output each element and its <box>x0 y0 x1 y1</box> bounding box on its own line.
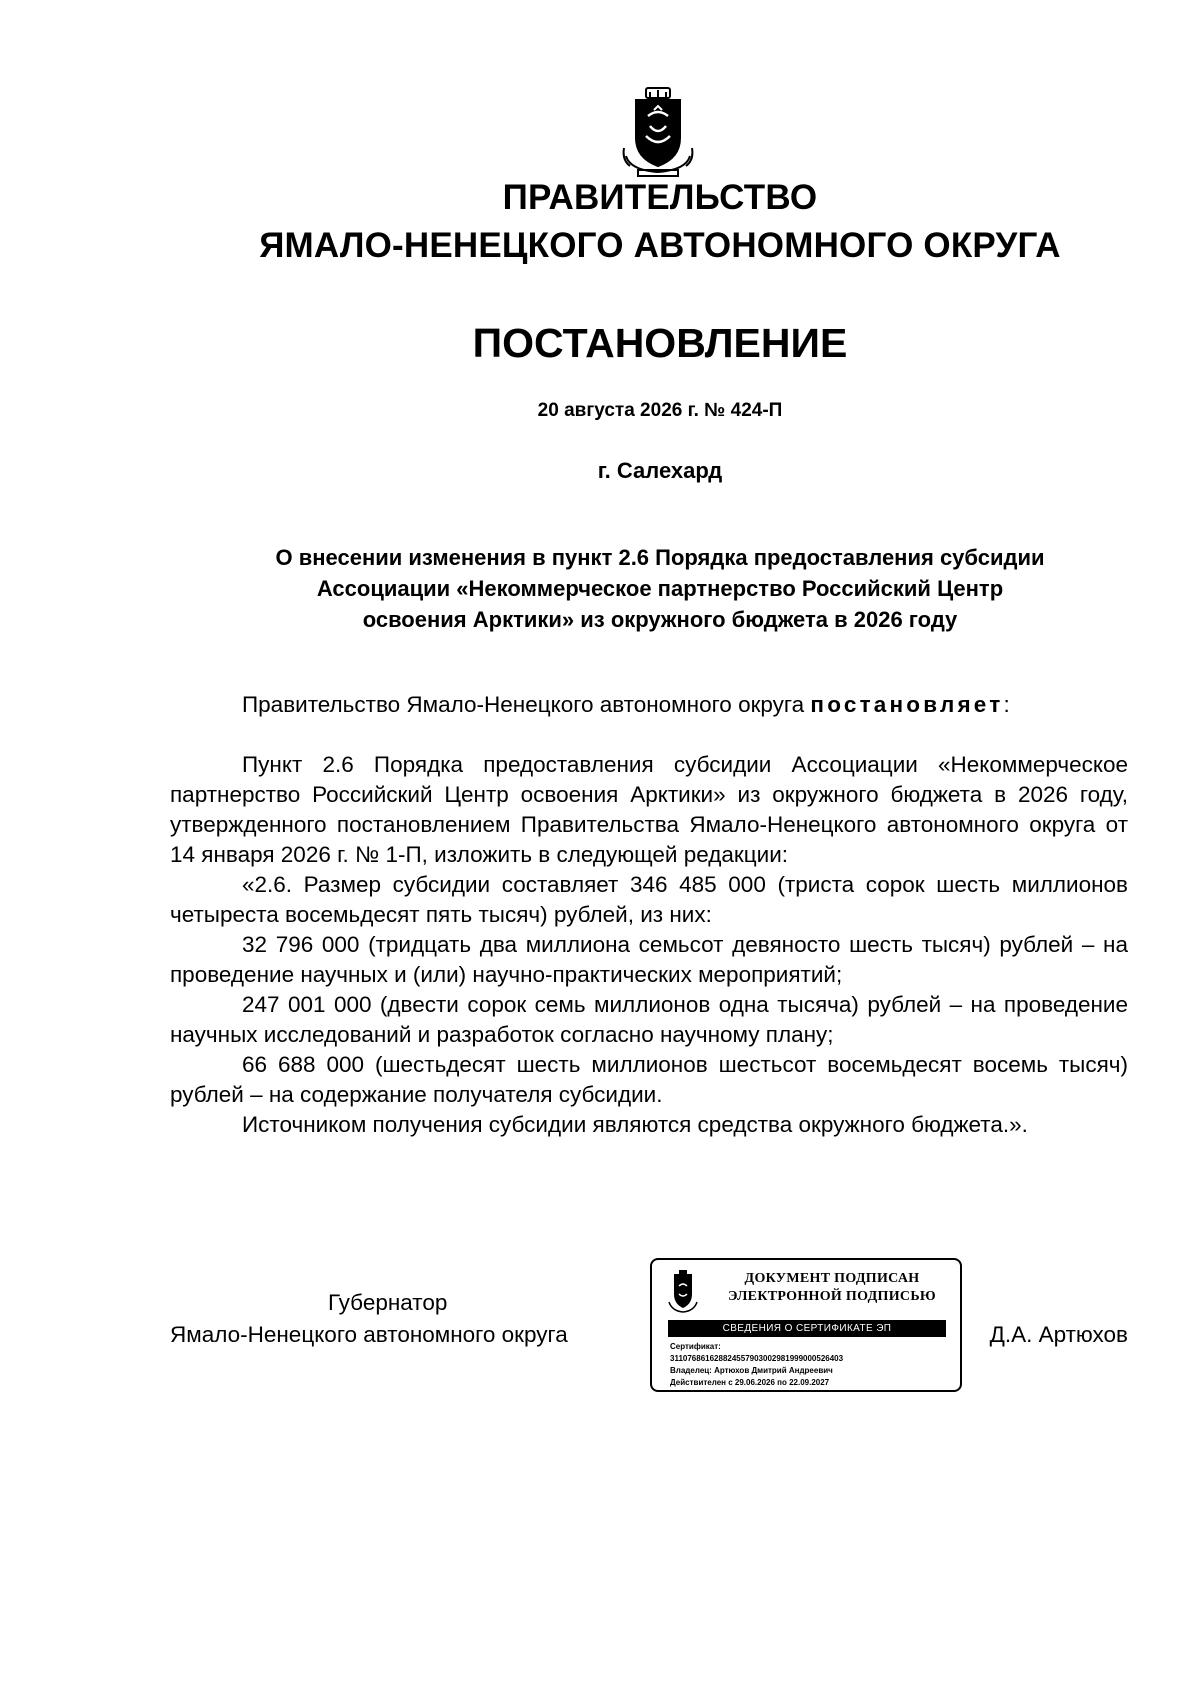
document-city: г. Салехард <box>597 458 723 483</box>
body-paragraph: Пункт 2.6 Порядка предоставления субсидии Ассоциации «Некоммерческое партнерство Российский Центр освоения Арктики» из окружного бюджета в 2026 году, утвержденного постановлением Правительства Ямало-Ненецкого автономного округа от 14 января 2026 г. № 1-П, изложить в следующей редакции: <box>170 752 1128 867</box>
body-paragraph: 66 688 000 (шестьдесят шесть миллионов шестьсот восемьдесят восемь тысяч) рублей – на содержание получателя субсидии. <box>170 1052 1128 1107</box>
certificate-number: 311076861628824557903002981999000526403 <box>670 1354 844 1363</box>
certificate-info-bar: СВЕДЕНИЯ О СЕРТИФИКАТЕ ЭП <box>668 1320 946 1337</box>
stamp-title-line: ДОКУМЕНТ ПОДПИСАН <box>744 1271 920 1286</box>
signatory-region: Ямало-Ненецкого автономного округа <box>170 1322 568 1347</box>
intro-verb: постановляет <box>810 692 1004 717</box>
signatory-title <box>170 1287 640 1351</box>
subject-line: О внесении изменения в пункт 2.6 Порядка предоставления субсидии <box>275 545 1045 570</box>
intro-text: Правительство Ямало-Ненецкого автономного округа <box>242 692 811 717</box>
body-paragraph: 247 001 000 (двести сорок семь миллионов одна тысяча) рублей – на проведение научных исследований и разработок согласно научному плану; <box>170 992 1128 1047</box>
document-body <box>170 690 1128 1140</box>
document-date-number: 20 августа 2026 г. № 424-П <box>537 400 783 421</box>
subject-line: освоения Арктики» из окружного бюджета в 2026 году <box>362 607 958 632</box>
document-subject <box>180 542 1140 635</box>
certificate-details <box>670 1341 950 1389</box>
signatory-position: Губернатор <box>328 1290 448 1315</box>
certificate-owner: Владелец: Артюхов Дмитрий Андреевич <box>670 1366 833 1375</box>
body-paragraph: 32 796 000 (тридцать два миллиона семьсот девяносто шесть тысяч) рублей – на проведение научных и (или) научно-практических мероприятий; <box>170 932 1128 987</box>
electronic-signature-stamp <box>650 1258 962 1392</box>
government-name-line2: ЯМАЛО-НЕНЕЦКОГО АВТОНОМНОГО ОКРУГА <box>259 226 1061 265</box>
certificate-validity: Действителен с 29.06.2026 по 22.09.2027 <box>670 1378 830 1387</box>
government-name-line1: ПРАВИТЕЛЬСТВО <box>502 178 818 217</box>
subject-line: Ассоциации «Некоммерческое партнерство Российский Центр <box>316 576 1004 601</box>
intro-end: : <box>1003 692 1010 717</box>
certificate-label: Сертификат: <box>670 1342 721 1351</box>
signatory-name: Д.А. Артюхов <box>989 1322 1128 1347</box>
document-type-title: ПОСТАНОВЛЕНИЕ <box>472 320 848 366</box>
stamp-title-line: ЭЛЕКТРОННОЙ ПОДПИСЬЮ <box>728 1289 936 1304</box>
coat-of-arms-icon <box>620 86 696 178</box>
stamp-title <box>712 1270 952 1306</box>
body-paragraph: Источником получения субсидии являются средства окружного бюджета.». <box>242 1112 1028 1137</box>
body-paragraph: «2.6. Размер субсидии составляет 346 485 000 (триста сорок шесть миллионов четыреста восемьдесят пять тысяч) рублей, из них: <box>170 872 1128 927</box>
intro-paragraph <box>170 690 1128 720</box>
coat-of-arms-icon <box>666 1270 700 1314</box>
